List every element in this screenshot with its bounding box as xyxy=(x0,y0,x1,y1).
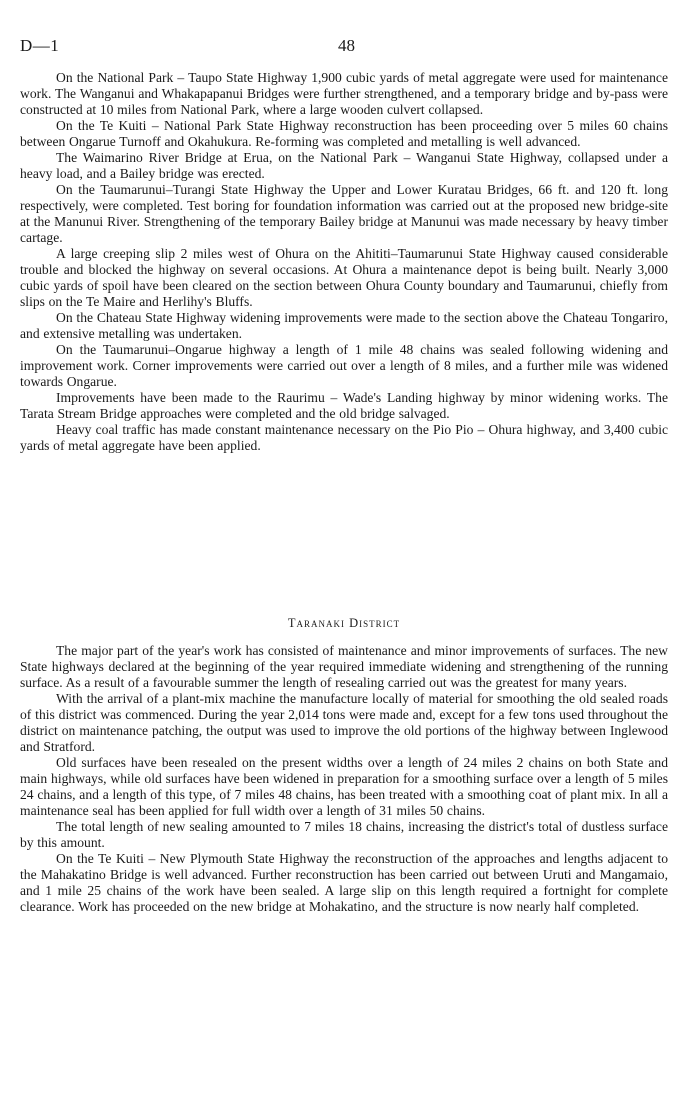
paragraph: On the Taumarunui–Turangi State Highway the Upper and Lower Kuratau Bridges, 66 ft. and 120 ft. long respectively, were completed. Test boring for foundation information was carried out at the proposed new bridge-site at the Manunui River. Strengthening of the temporary Bailey bridge at Manunui was made necessary by heavy timber cartage. xyxy=(20,182,668,245)
section-highways-report xyxy=(20,70,668,454)
paragraph: A large creeping slip 2 miles west of Ohura on the Ahititi–Taumarunui State Highway caused considerable trouble and blocked the highway on several occasions. At Ohura a maintenance depot is being built. Nearly 3,000 cubic yards of spoil have been cleared on the section between Ohura County boundary and Taumarunui, chiefly from slips on the Te Maire and Herlihy's Bluffs. xyxy=(20,246,668,309)
paragraph: With the arrival of a plant-mix machine the manufacture locally of material for smoothing the old sealed roads of this district was commenced. During the year 2,014 tons were made and, except for a few tons used throughout the district on maintenance patching, the output was used to improve the old portions of the highway between Inglewood and Stratford. xyxy=(20,691,668,754)
section-heading: Taranaki District xyxy=(287,616,401,630)
document-reference: D—1 xyxy=(20,36,60,55)
section-taranaki-district xyxy=(20,616,668,915)
paragraph: On the Te Kuiti – New Plymouth State Highway the reconstruction of the approaches and lengths adjacent to the Mahakatino Bridge is well advanced. Further reconstruction has been carried out between Uruti and Mangamaio, and 1 mile 25 chains of the work have been sealed. A large slip on this length required a fortnight for complete clearance. Work has proceeded on the new bridge at Mohakatino, and the structure is now nearly half completed. xyxy=(20,851,668,914)
paragraph: On the National Park – Taupo State Highway 1,900 cubic yards of metal aggregate were used for maintenance work. The Wanganui and Whakapapanui Bridges were further strengthened, and a temporary bridge and by-pass were constructed at 10 miles from National Park, where a large wooden culvert collapsed. xyxy=(20,70,668,117)
paragraph: The total length of new sealing amounted to 7 miles 18 chains, increasing the district's total of dustless surface by this amount. xyxy=(20,819,668,850)
paragraph: On the Taumarunui–Ongarue highway a length of 1 mile 48 chains was sealed following widening and improvement work. Corner improvements were carried out over a length of 8 miles, and a further mile was widened towards Ongarue. xyxy=(20,342,668,389)
paragraph: On the Chateau State Highway widening improvements were made to the section above the Chateau Tongariro, and extensive metalling was undertaken. xyxy=(20,310,668,341)
paragraph: The major part of the year's work has consisted of maintenance and minor improvements of surfaces. The new State highways declared at the beginning of the year required immediate widening and strengthening of the running surface. As a result of a favourable summer the length of resealing carried out was the greatest for many years. xyxy=(20,643,668,690)
page-number: 48 xyxy=(338,36,355,55)
paragraph: On the Te Kuiti – National Park State Highway reconstruction has been proceeding over 5 miles 60 chains between Ongarue Turnoff and Okahukura. Re-forming was completed and metalling is well advanced. xyxy=(20,118,668,149)
paragraph: The Waimarino River Bridge at Erua, on the National Park – Wanganui State Highway, collapsed under a heavy load, and a Bailey bridge was erected. xyxy=(20,150,668,181)
paragraph: Heavy coal traffic has made constant maintenance necessary on the Pio Pio – Ohura highway, and 3,400 cubic yards of metal aggregate have been applied. xyxy=(20,422,668,453)
paragraph: Old surfaces have been resealed on the present widths over a length of 24 miles 2 chains on both State and main highways, while old surfaces have been widened in preparation for a smoothing surface over a length of 5 miles 24 chains, and a length of this type, of 7 miles 48 chains, has been treated with a smoothing coat of plant mix. In all a maintenance seal has been applied for full width over a length of 31 miles 50 chains. xyxy=(20,755,668,818)
paragraph: Improvements have been made to the Raurimu – Wade's Landing highway by minor widening works. The Tarata Stream Bridge approaches were completed and the old bridge salvaged. xyxy=(20,390,668,421)
